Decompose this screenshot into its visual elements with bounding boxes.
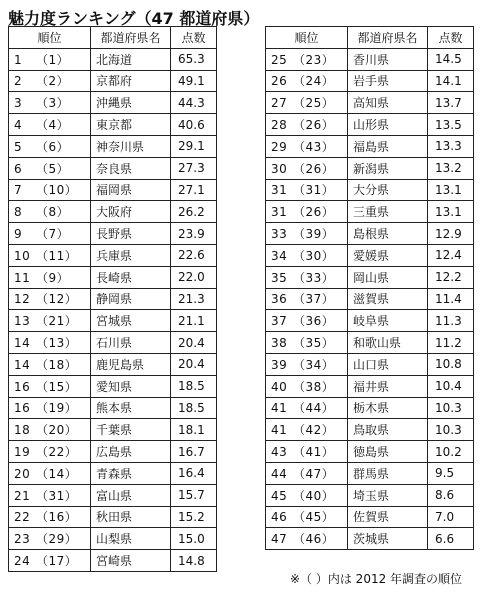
score-value: 10.8 (428, 353, 474, 375)
score-value: 20.4 (171, 332, 217, 354)
rank-cell (266, 70, 348, 92)
previous-rank-value: （36） (293, 314, 335, 329)
rank-value: 19 (14, 445, 31, 460)
previous-rank-value: （35） (293, 336, 335, 351)
rank-value: 16 (14, 379, 31, 394)
rank-value: 13 (14, 314, 31, 329)
rank-cell (9, 484, 91, 506)
previous-rank-value: （25） (293, 96, 335, 111)
rank-cell (9, 223, 91, 245)
score-value: 26.2 (171, 201, 217, 223)
rank-value: 40 (271, 379, 288, 394)
previous-rank-value: （45） (293, 510, 335, 525)
previous-rank-value: （17） (36, 554, 78, 569)
score-value: 18.5 (171, 375, 217, 397)
previous-rank-value: （33） (293, 270, 335, 285)
prefecture-name: 北海道 (91, 48, 171, 70)
table-row (266, 244, 474, 266)
prefecture-name: 滋賀県 (348, 288, 428, 310)
prefecture-name: 熊本県 (91, 397, 171, 419)
score-value: 21.3 (171, 288, 217, 310)
table-row (266, 201, 474, 223)
prefecture-name: 千葉県 (91, 419, 171, 441)
header-rank: 順位 (266, 27, 348, 49)
rank-cell (266, 332, 348, 354)
prefecture-name: 奈良県 (91, 157, 171, 179)
rank-cell (266, 441, 348, 463)
prefecture-name: 静岡県 (91, 288, 171, 310)
previous-rank-value: （26） (293, 205, 335, 220)
score-value: 16.4 (171, 462, 217, 484)
prefecture-name: 沖縄県 (91, 92, 171, 114)
ranking-table-left (8, 26, 217, 572)
table-row (9, 135, 217, 157)
table-row (9, 92, 217, 114)
rank-cell (9, 462, 91, 484)
prefecture-name: 福井県 (348, 375, 428, 397)
score-value: 40.6 (171, 114, 217, 136)
rank-value: 2 (14, 74, 23, 89)
score-value: 10.3 (428, 397, 474, 419)
rank-cell (266, 266, 348, 288)
rank-value: 37 (271, 314, 288, 329)
table-row (9, 70, 217, 92)
prefecture-name: 岐阜県 (348, 310, 428, 332)
previous-rank-value: （12） (36, 292, 78, 307)
score-value: 13.7 (428, 92, 474, 114)
score-value: 11.3 (428, 310, 474, 332)
rank-cell (266, 201, 348, 223)
score-value: 13.5 (428, 114, 474, 136)
score-value: 65.3 (171, 48, 217, 70)
previous-rank-value: （44） (293, 401, 335, 416)
previous-rank-value: （26） (293, 161, 335, 176)
table-row (266, 114, 474, 136)
rank-value: 43 (271, 445, 288, 460)
prefecture-name: 大分県 (348, 179, 428, 201)
rank-value: 16 (14, 401, 31, 416)
rank-value: 25 (271, 52, 288, 67)
rank-cell (266, 419, 348, 441)
table-row (9, 157, 217, 179)
rank-value: 33 (271, 227, 288, 242)
rank-value: 29 (271, 139, 288, 154)
prefecture-name: 和歌山県 (348, 332, 428, 354)
rank-value: 36 (271, 292, 288, 307)
prefecture-name: 福島県 (348, 135, 428, 157)
score-value: 18.1 (171, 419, 217, 441)
table-row (266, 266, 474, 288)
rank-value: 20 (14, 466, 31, 481)
table-row (266, 332, 474, 354)
prefecture-name: 愛知県 (91, 375, 171, 397)
score-value: 11.2 (428, 332, 474, 354)
score-value: 10.3 (428, 419, 474, 441)
rank-cell (9, 157, 91, 179)
header-score: 点数 (171, 27, 217, 49)
rank-cell (9, 244, 91, 266)
prefecture-name: 山形県 (348, 114, 428, 136)
table-row (9, 506, 217, 528)
table-row (9, 114, 217, 136)
previous-rank-value: （37） (293, 292, 335, 307)
score-value: 9.5 (428, 462, 474, 484)
score-value: 49.1 (171, 70, 217, 92)
prefecture-name: 宮崎県 (91, 550, 171, 572)
prefecture-name: 兵庫県 (91, 244, 171, 266)
score-value: 21.1 (171, 310, 217, 332)
score-value: 13.2 (428, 157, 474, 179)
prefecture-name: 鳥取県 (348, 419, 428, 441)
table-row (9, 288, 217, 310)
score-value: 22.0 (171, 266, 217, 288)
prefecture-name: 佐賀県 (348, 506, 428, 528)
previous-rank-value: （5） (36, 161, 70, 176)
rank-cell (266, 397, 348, 419)
rank-value: 28 (271, 118, 288, 133)
table-row (266, 353, 474, 375)
table-row (266, 506, 474, 528)
rank-value: 24 (14, 554, 31, 569)
prefecture-name: 大阪府 (91, 201, 171, 223)
rank-cell (266, 310, 348, 332)
score-value: 10.4 (428, 375, 474, 397)
rank-value: 39 (271, 357, 288, 372)
previous-rank-value: （13） (36, 336, 78, 351)
prefecture-name: 秋田県 (91, 506, 171, 528)
rank-cell (9, 353, 91, 375)
score-value: 8.6 (428, 484, 474, 506)
rank-value: 12 (14, 292, 31, 307)
table-row (9, 550, 217, 572)
rank-cell (9, 397, 91, 419)
rank-value: 9 (14, 227, 23, 242)
prefecture-name: 岡山県 (348, 266, 428, 288)
table-row (9, 375, 217, 397)
rank-value: 45 (271, 488, 288, 503)
previous-rank-value: （23） (293, 52, 335, 67)
table-row (266, 462, 474, 484)
prefecture-name: 宮城県 (91, 310, 171, 332)
rank-cell (9, 288, 91, 310)
previous-rank-value: （15） (36, 379, 78, 394)
prefecture-name: 京都府 (91, 70, 171, 92)
previous-rank-value: （21） (36, 314, 78, 329)
rank-cell (9, 179, 91, 201)
table-header-row (9, 27, 217, 49)
rank-value: 38 (271, 336, 288, 351)
rank-value: 22 (14, 510, 31, 525)
score-value: 12.2 (428, 266, 474, 288)
rank-value: 27 (271, 96, 288, 111)
rank-cell (266, 462, 348, 484)
table-row (9, 310, 217, 332)
rank-cell (9, 48, 91, 70)
rank-value: 4 (14, 118, 23, 133)
table-row (266, 310, 474, 332)
previous-rank-value: （20） (36, 423, 78, 438)
previous-rank-value: （8） (36, 205, 70, 220)
prefecture-name: 青森県 (91, 462, 171, 484)
previous-rank-value: （26） (293, 118, 335, 133)
rank-cell (9, 266, 91, 288)
ranking-table-right (265, 26, 474, 550)
rank-value: 1 (14, 52, 23, 67)
prefecture-name: 埼玉県 (348, 484, 428, 506)
score-value: 13.1 (428, 201, 474, 223)
rank-value: 46 (271, 510, 288, 525)
score-value: 29.1 (171, 135, 217, 157)
rank-value: 8 (14, 205, 23, 220)
prefecture-name: 神奈川県 (91, 135, 171, 157)
prefecture-name: 富山県 (91, 484, 171, 506)
rank-value: 14 (14, 357, 31, 372)
rank-value: 26 (271, 74, 288, 89)
prefecture-name: 島根県 (348, 223, 428, 245)
previous-rank-value: （42） (293, 423, 335, 438)
table-row (9, 201, 217, 223)
prefecture-name: 栃木県 (348, 397, 428, 419)
prefecture-name: 茨城県 (348, 528, 428, 550)
rank-cell (266, 157, 348, 179)
table-row (266, 375, 474, 397)
previous-rank-value: （29） (36, 532, 78, 547)
rank-cell (9, 310, 91, 332)
previous-rank-value: （41） (293, 445, 335, 460)
table-row (9, 441, 217, 463)
score-value: 44.3 (171, 92, 217, 114)
rank-value: 11 (14, 270, 31, 285)
score-value: 16.7 (171, 441, 217, 463)
score-value: 12.4 (428, 244, 474, 266)
previous-rank-value: （10） (36, 183, 78, 198)
table-row (266, 397, 474, 419)
previous-rank-value: （19） (36, 401, 78, 416)
table-row (266, 288, 474, 310)
table-row (266, 441, 474, 463)
rank-cell (9, 70, 91, 92)
table-row (9, 528, 217, 550)
table-row (9, 419, 217, 441)
prefecture-name: 新潟県 (348, 157, 428, 179)
previous-rank-value: （16） (36, 510, 78, 525)
rank-value: 41 (271, 423, 288, 438)
prefecture-name: 山梨県 (91, 528, 171, 550)
table-row (9, 223, 217, 245)
prefecture-name: 徳島県 (348, 441, 428, 463)
rank-value: 34 (271, 248, 288, 263)
prefecture-name: 高知県 (348, 92, 428, 114)
rank-cell (266, 288, 348, 310)
table-row (266, 419, 474, 441)
table-row (266, 157, 474, 179)
score-value: 23.9 (171, 223, 217, 245)
rank-value: 6 (14, 161, 23, 176)
previous-rank-value: （24） (293, 74, 335, 89)
previous-rank-value: （34） (293, 357, 335, 372)
table-row (9, 179, 217, 201)
score-value: 10.2 (428, 441, 474, 463)
previous-rank-value: （2） (36, 74, 70, 89)
rank-cell (266, 92, 348, 114)
rank-value: 44 (271, 466, 288, 481)
prefecture-name: 愛媛県 (348, 244, 428, 266)
prefecture-name: 香川県 (348, 48, 428, 70)
table-row (266, 48, 474, 70)
score-value: 14.1 (428, 70, 474, 92)
previous-rank-value: （9） (36, 270, 70, 285)
table-row (266, 484, 474, 506)
rank-cell (9, 550, 91, 572)
prefecture-name: 鹿児島県 (91, 353, 171, 375)
score-value: 14.5 (428, 48, 474, 70)
previous-rank-value: （3） (36, 96, 70, 111)
prefecture-name: 福岡県 (91, 179, 171, 201)
score-value: 22.6 (171, 244, 217, 266)
prefecture-name: 広島県 (91, 441, 171, 463)
rank-value: 35 (271, 270, 288, 285)
table-row (9, 332, 217, 354)
previous-rank-value: （14） (36, 466, 78, 481)
rank-cell (266, 353, 348, 375)
rank-cell (266, 484, 348, 506)
score-value: 18.5 (171, 397, 217, 419)
rank-value: 30 (271, 161, 288, 176)
rank-value: 3 (14, 96, 23, 111)
score-value: 12.9 (428, 223, 474, 245)
rank-cell (266, 244, 348, 266)
prefecture-name: 山口県 (348, 353, 428, 375)
previous-rank-value: （11） (36, 248, 78, 263)
rank-value: 7 (14, 183, 23, 198)
table-row (9, 484, 217, 506)
rank-value: 14 (14, 336, 31, 351)
score-value: 11.4 (428, 288, 474, 310)
prefecture-name: 三重県 (348, 201, 428, 223)
table-row (9, 244, 217, 266)
rank-cell (266, 179, 348, 201)
rank-cell (9, 528, 91, 550)
table-row (266, 92, 474, 114)
previous-rank-value: （43） (293, 139, 335, 154)
prefecture-name: 群馬県 (348, 462, 428, 484)
previous-rank-value: （7） (36, 227, 70, 242)
table-row (9, 462, 217, 484)
header-score: 点数 (428, 27, 474, 49)
score-value: 7.0 (428, 506, 474, 528)
rank-cell (266, 114, 348, 136)
prefecture-name: 東京都 (91, 114, 171, 136)
table-row (266, 223, 474, 245)
score-value: 20.4 (171, 353, 217, 375)
previous-rank-value: （18） (36, 357, 78, 372)
rank-value: 31 (271, 205, 288, 220)
header-prefecture: 都道府県名 (348, 27, 428, 49)
rank-cell (9, 441, 91, 463)
page-title: 魅力度ランキング（47 都道府県） (8, 9, 260, 28)
rank-cell (9, 201, 91, 223)
rank-cell (9, 332, 91, 354)
table-row (9, 48, 217, 70)
table-row (266, 528, 474, 550)
prefecture-name: 長野県 (91, 223, 171, 245)
previous-rank-value: （31） (36, 488, 78, 503)
table-row (9, 266, 217, 288)
table-row (266, 179, 474, 201)
footnote: ※（ ）内は 2012 年調査の順位 (290, 572, 463, 586)
prefecture-name: 石川県 (91, 332, 171, 354)
prefecture-name: 岩手県 (348, 70, 428, 92)
table-row (266, 135, 474, 157)
rank-value: 23 (14, 532, 31, 547)
previous-rank-value: （31） (293, 183, 335, 198)
rank-cell (266, 135, 348, 157)
score-value: 13.1 (428, 179, 474, 201)
table-row (9, 353, 217, 375)
previous-rank-value: （47） (293, 466, 335, 481)
score-value: 15.7 (171, 484, 217, 506)
previous-rank-value: （39） (293, 227, 335, 242)
rank-value: 31 (271, 183, 288, 198)
rank-cell (266, 48, 348, 70)
rank-value: 47 (271, 532, 288, 547)
rank-cell (9, 419, 91, 441)
rank-cell (266, 223, 348, 245)
rank-value: 41 (271, 401, 288, 416)
rank-value: 21 (14, 488, 31, 503)
score-value: 15.2 (171, 506, 217, 528)
previous-rank-value: （30） (293, 248, 335, 263)
rank-value: 10 (14, 248, 31, 263)
score-value: 27.3 (171, 157, 217, 179)
previous-rank-value: （46） (293, 532, 335, 547)
rank-cell (266, 375, 348, 397)
rank-cell (9, 375, 91, 397)
rank-cell (9, 135, 91, 157)
score-value: 13.3 (428, 135, 474, 157)
score-value: 6.6 (428, 528, 474, 550)
rank-value: 18 (14, 423, 31, 438)
table-row (266, 70, 474, 92)
header-prefecture: 都道府県名 (91, 27, 171, 49)
rank-cell (9, 506, 91, 528)
score-value: 15.0 (171, 528, 217, 550)
score-value: 27.1 (171, 179, 217, 201)
previous-rank-value: （38） (293, 379, 335, 394)
previous-rank-value: （1） (36, 52, 70, 67)
previous-rank-value: （40） (293, 488, 335, 503)
rank-cell (266, 506, 348, 528)
previous-rank-value: （6） (36, 139, 70, 154)
previous-rank-value: （22） (36, 445, 78, 460)
rank-value: 5 (14, 139, 23, 154)
rank-cell (9, 92, 91, 114)
score-value: 14.8 (171, 550, 217, 572)
table-row (9, 397, 217, 419)
header-rank: 順位 (9, 27, 91, 49)
previous-rank-value: （4） (36, 118, 70, 133)
rank-cell (266, 528, 348, 550)
rank-cell (9, 114, 91, 136)
table-header-row (266, 27, 474, 49)
prefecture-name: 長崎県 (91, 266, 171, 288)
